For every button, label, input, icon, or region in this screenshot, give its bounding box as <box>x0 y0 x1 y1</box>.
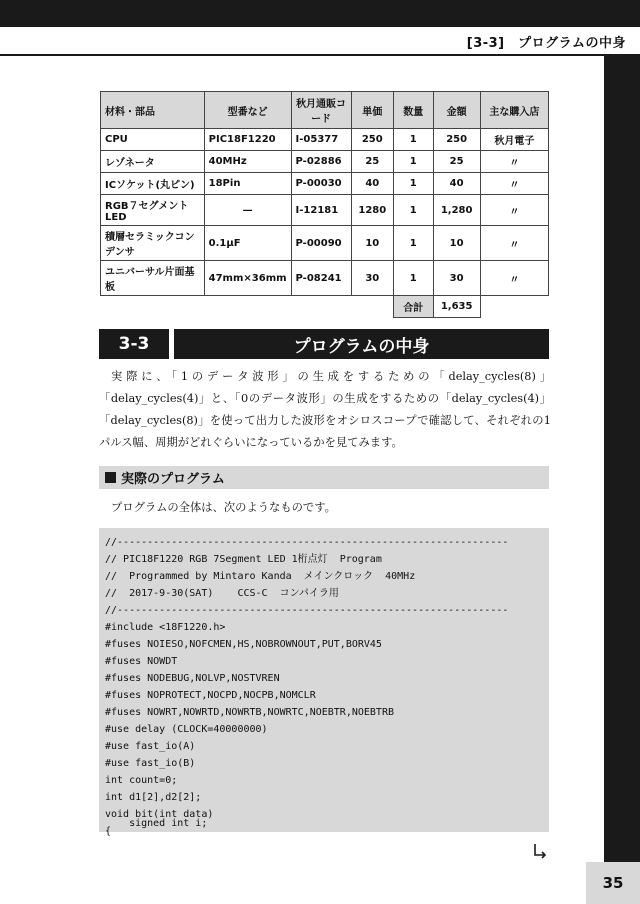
running-header-title: [3-3] プログラムの中身 <box>466 36 626 51</box>
table-total-row <box>101 296 549 318</box>
section-heading <box>99 329 549 359</box>
code-line: signed int i; <box>105 818 208 829</box>
col-header: 数量 <box>393 92 433 129</box>
total-label: 合計 <box>393 296 433 318</box>
code-line: void bit(int data) <box>105 809 214 820</box>
cell: 1 <box>393 226 433 261</box>
cell: 10 <box>433 226 480 261</box>
cell: レゾネータ <box>101 151 205 173</box>
parts-table <box>100 91 549 318</box>
total-value: 1,635 <box>433 296 480 318</box>
cell: 0.1μF <box>204 226 291 261</box>
code-line: #fuses NOWDT <box>105 656 178 667</box>
cell: P-08241 <box>291 261 351 296</box>
subsection-heading <box>99 466 549 489</box>
cell: 25 <box>433 151 480 173</box>
blank-cell <box>101 296 394 318</box>
code-line: // Programmed by Mintaro Kanda メインクロック 40MHz <box>105 571 416 582</box>
cell: 〃 <box>480 226 548 261</box>
cell: 1 <box>393 151 433 173</box>
square-bullet-icon <box>105 472 116 483</box>
cell: 1280 <box>351 195 393 226</box>
body-paragraph: 実際に、「1のデータ波形」の生成をするための「delay_cycles(8)」「delay_cycles(4)」と、「0のデータ波形」の生成をするための「delay_cycles(4)」「delay_cycles(8)」を使って出力した波形をオシロスコープで確認して、それぞれの1パルス幅、周期がどれぐらいになっているかを見てみます。 <box>99 370 551 449</box>
table-row <box>101 226 549 261</box>
cell: 1 <box>393 173 433 195</box>
cell: 積層セラミックコンデンサ <box>101 226 205 261</box>
cell: 250 <box>433 129 480 151</box>
cell: 1,280 <box>433 195 480 226</box>
cell: 1 <box>393 261 433 296</box>
blank-cell <box>480 296 548 318</box>
page-number: 35 <box>602 874 624 892</box>
side-tab-bar <box>604 56 640 904</box>
table-row <box>101 151 549 173</box>
section-number: 3-3 <box>118 334 150 354</box>
cell: 40 <box>351 173 393 195</box>
code-line: #fuses NODEBUG,NOLVP,NOSTVREN <box>105 673 280 684</box>
code-line: { <box>105 826 112 837</box>
cell: 250 <box>351 129 393 151</box>
section-title: プログラムの中身 <box>293 336 430 357</box>
code-line: int count=0; <box>105 775 178 786</box>
code-line: // 2017-9-30(SAT) CCS-C コンパイラ用 <box>105 588 339 599</box>
table-header-row <box>101 92 549 129</box>
cell: 30 <box>433 261 480 296</box>
cell: I-05377 <box>291 129 351 151</box>
cell: CPU <box>101 129 205 151</box>
col-header: 単価 <box>351 92 393 129</box>
cell: 1 <box>393 195 433 226</box>
cell: 40 <box>433 173 480 195</box>
cell: 〃 <box>480 173 548 195</box>
table-row <box>101 129 549 151</box>
cell: 秋月電子 <box>480 129 548 151</box>
cell: 18Pin <box>204 173 291 195</box>
code-line: #use fast_io(B) <box>105 758 196 769</box>
table-row <box>101 195 549 226</box>
intro-text: プログラムの全体は、次のようなものです。 <box>111 501 336 514</box>
cell: I-12181 <box>291 195 351 226</box>
cell: P-00030 <box>291 173 351 195</box>
cell: ユニバーサル片面基板 <box>101 261 205 296</box>
subsection-title: 実際のプログラム <box>121 472 225 487</box>
code-line: #fuses NOPROTECT,NOCPD,NOCPB,NOMCLR <box>105 690 316 701</box>
cell: 10 <box>351 226 393 261</box>
col-header: 秋月通販コード <box>291 92 351 129</box>
cell: — <box>204 195 291 226</box>
cell: 〃 <box>480 261 548 296</box>
code-line: #use delay (CLOCK=40000000) <box>105 724 268 735</box>
cell: 25 <box>351 151 393 173</box>
code-line: #use fast_io(A) <box>105 741 196 752</box>
code-line: #fuses NOWRT,NOWRTD,NOWRTB,NOWRTC,NOEBTR,NOEBTRB <box>105 707 394 718</box>
col-header: 型番など <box>204 92 291 129</box>
cell: ICソケット(丸ピン) <box>101 173 205 195</box>
cell: P-02886 <box>291 151 351 173</box>
page-number-box <box>586 862 640 904</box>
cell: 40MHz <box>204 151 291 173</box>
cell: 〃 <box>480 195 548 226</box>
continue-arrow-icon <box>532 843 548 859</box>
col-header: 材料・部品 <box>101 92 205 129</box>
top-black-bar <box>0 0 640 27</box>
code-line: int d1[2],d2[2]; <box>105 792 202 803</box>
cell: 30 <box>351 261 393 296</box>
cell: PIC18F1220 <box>204 129 291 151</box>
cell: 〃 <box>480 151 548 173</box>
cell: 47mm×36mm <box>204 261 291 296</box>
code-line: //----------------------------------------------------------------- <box>105 605 509 616</box>
header-rule <box>0 54 640 56</box>
col-header: 主な購入店 <box>480 92 548 129</box>
table-row <box>101 261 549 296</box>
code-line: #include <18F1220.h> <box>105 622 226 633</box>
cell: RGB７セグメントLED <box>101 195 205 226</box>
table-row <box>101 173 549 195</box>
cell: 1 <box>393 129 433 151</box>
code-line: //----------------------------------------------------------------- <box>105 537 509 548</box>
code-line: // PIC18F1220 RGB 7Segment LED 1桁点灯 Program <box>105 554 382 565</box>
cell: P-00090 <box>291 226 351 261</box>
col-header: 金額 <box>433 92 480 129</box>
code-line: #fuses NOIESO,NOFCMEN,HS,NOBROWNOUT,PUT,BORV45 <box>105 639 382 650</box>
code-block <box>99 528 549 837</box>
